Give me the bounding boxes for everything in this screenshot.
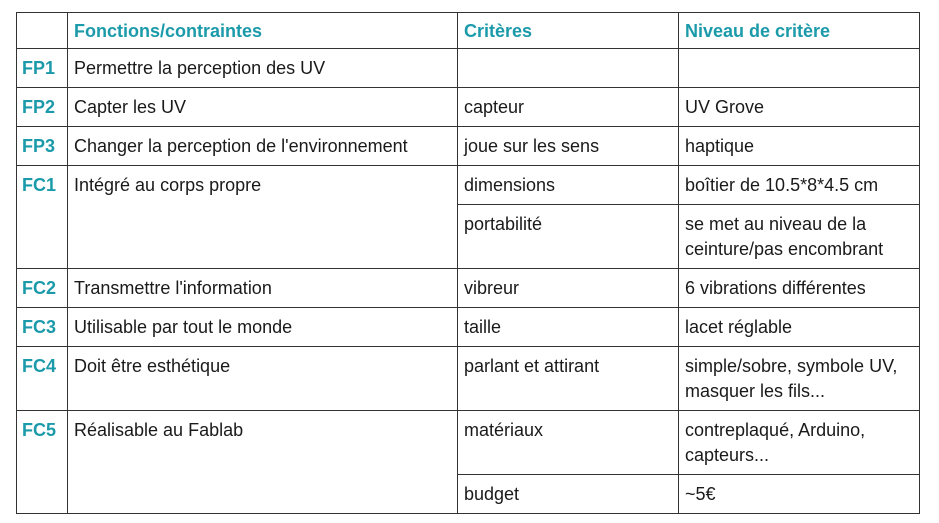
row-criterion: capteur [458,88,679,127]
row-criterion: parlant et attirant [458,347,679,411]
requirements-table-container [16,12,920,514]
row-code: FP3 [17,127,68,166]
row-criterion-level: boîtier de 10.5*8*4.5 cm [679,166,920,205]
row-criterion: portabilité [458,205,679,269]
row-criterion-level: ~5€ [679,475,920,514]
row-criterion-level: se met au niveau de la ceinture/pas encombrant [679,205,920,269]
row-function: Intégré au corps propre [68,166,458,269]
row-code: FC3 [17,308,68,347]
table-row [17,269,920,308]
row-criterion-level: haptique [679,127,920,166]
row-code: FC4 [17,347,68,411]
table-row [17,166,920,205]
row-criterion: budget [458,475,679,514]
row-criterion: dimensions [458,166,679,205]
row-function: Réalisable au Fablab [68,411,458,514]
row-code: FP1 [17,49,68,88]
row-criterion: joue sur les sens [458,127,679,166]
row-criterion-level: simple/sobre, symbole UV, masquer les fils... [679,347,920,411]
header-code [17,13,68,49]
row-criterion-level: 6 vibrations différentes [679,269,920,308]
row-function: Changer la perception de l'environnement [68,127,458,166]
row-criterion-level: lacet réglable [679,308,920,347]
row-function: Transmettre l'information [68,269,458,308]
row-code: FP2 [17,88,68,127]
requirements-table [16,12,920,514]
row-function: Utilisable par tout le monde [68,308,458,347]
header-criterion-level: Niveau de critère [679,13,920,49]
table-row [17,347,920,411]
header-criteria: Critères [458,13,679,49]
row-criterion: matériaux [458,411,679,475]
row-criterion-level: contreplaqué, Arduino, capteurs... [679,411,920,475]
table-row [17,88,920,127]
row-criterion [458,49,679,88]
row-criterion-level: UV Grove [679,88,920,127]
header-functions: Fonctions/contraintes [68,13,458,49]
row-function: Doit être esthétique [68,347,458,411]
table-row [17,49,920,88]
row-code: FC2 [17,269,68,308]
row-criterion: taille [458,308,679,347]
table-row [17,308,920,347]
row-code: FC5 [17,411,68,514]
row-code: FC1 [17,166,68,269]
row-function: Permettre la perception des UV [68,49,458,88]
table-row [17,411,920,475]
table-row [17,127,920,166]
row-criterion-level [679,49,920,88]
row-function: Capter les UV [68,88,458,127]
row-criterion: vibreur [458,269,679,308]
table-header-row [17,13,920,49]
